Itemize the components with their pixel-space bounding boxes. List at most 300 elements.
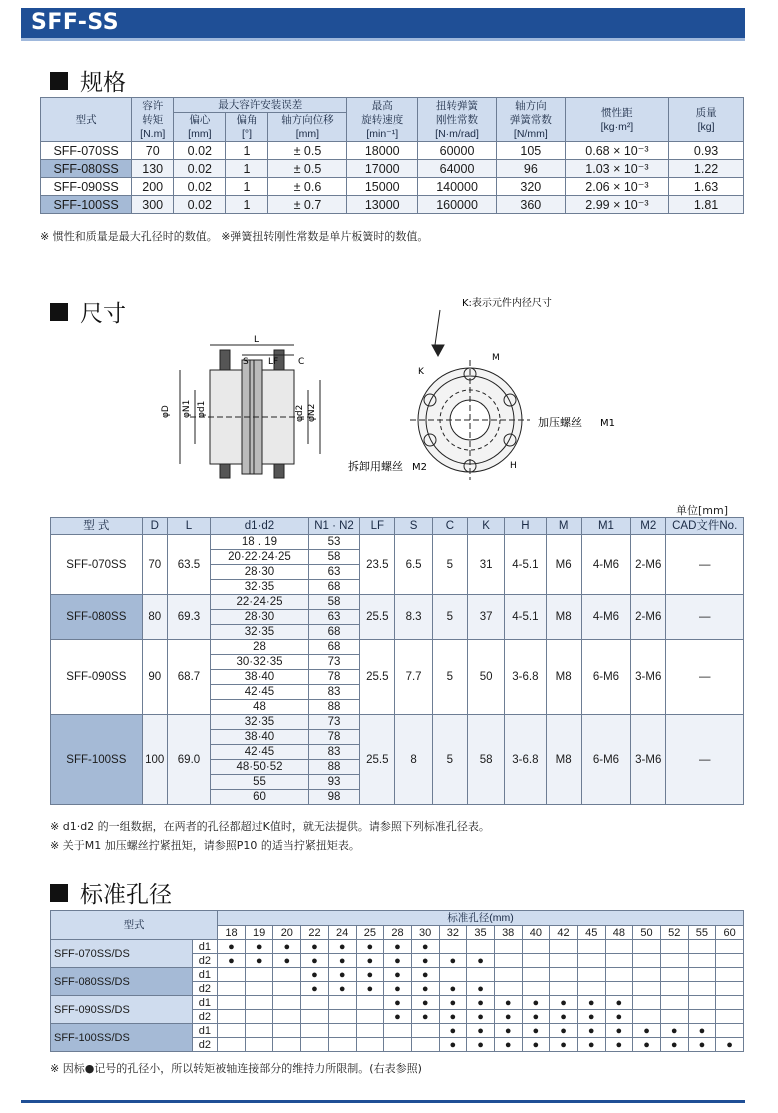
bore-size-cell: 18: [218, 926, 246, 940]
empty-cell: [245, 1010, 273, 1024]
spec-mass-cell: 0.93: [669, 142, 744, 160]
spec-h-axial: 轴方向位移 [mm]: [268, 113, 347, 142]
dim-bore-cell: 32·35: [211, 580, 309, 595]
spec-speed-cell: 17000: [347, 160, 418, 178]
label-M: M: [492, 353, 500, 363]
dim-n-cell: 88: [308, 700, 359, 715]
empty-cell: [633, 940, 661, 954]
bore-size-cell: 24: [328, 926, 356, 940]
empty-cell: [633, 982, 661, 996]
spec-ecc-cell: 0.02: [174, 160, 226, 178]
empty-cell: [384, 1024, 412, 1038]
empty-cell: [245, 968, 273, 982]
dot-icon: ●: [356, 940, 384, 954]
dim-model-cell: SFF-100SS: [51, 715, 143, 805]
dot-icon: ●: [384, 996, 412, 1010]
dim-m2-cell: 3-M6: [631, 715, 666, 805]
dim-header-cell: H: [505, 518, 546, 535]
front-view: [410, 310, 530, 480]
dim-model-cell: SFF-080SS: [51, 595, 143, 640]
dim-header-cell: L: [167, 518, 210, 535]
dim-m1-cell: 4-M6: [581, 595, 630, 640]
spec-mass-cell: 1.22: [669, 160, 744, 178]
spec-inertia-cell: 0.68 × 10⁻³: [565, 142, 669, 160]
dim-header-cell: 型 式: [51, 518, 143, 535]
unit-label: 单位[mm]: [676, 504, 729, 517]
empty-cell: [633, 968, 661, 982]
dim-h-cell: 4-5.1: [505, 595, 546, 640]
empty-cell: [273, 968, 301, 982]
spec-h-model: 型式: [41, 98, 132, 142]
dim-bore-cell: 20·22·24·25: [211, 550, 309, 565]
empty-cell: [716, 940, 744, 954]
empty-cell: [273, 982, 301, 996]
bore-size-cell: 35: [467, 926, 495, 940]
dim-n-cell: 98: [308, 790, 359, 805]
bore-size-cell: 40: [522, 926, 550, 940]
empty-cell: [716, 982, 744, 996]
spec-astiff-cell: 96: [497, 160, 566, 178]
dim-n-cell: 63: [308, 565, 359, 580]
section-dims-title: 尺寸: [80, 301, 126, 327]
dot-icon: ●: [384, 954, 412, 968]
spec-angle-cell: 1: [226, 160, 268, 178]
bore-d1-label: d1: [192, 1024, 217, 1038]
table-row: [51, 535, 744, 550]
empty-cell: [660, 968, 688, 982]
spec-ecc-cell: 0.02: [174, 142, 226, 160]
dot-icon: ●: [411, 982, 439, 996]
dim-k-cell: 31: [467, 535, 504, 595]
section-dims-heading: [50, 295, 126, 328]
dot-icon: ●: [550, 1010, 578, 1024]
bore-h-title: 标准孔径(mm): [218, 911, 744, 926]
coupling-drawing: [150, 290, 630, 490]
dot-icon: ●: [467, 996, 495, 1010]
dim-L-cell: 68.7: [167, 640, 210, 715]
empty-cell: [245, 982, 273, 996]
dim-n-cell: 88: [308, 760, 359, 775]
empty-cell: [577, 968, 605, 982]
dot-icon: ●: [494, 1038, 522, 1052]
dim-header-cell: CAD文件No.: [666, 518, 744, 535]
dot-icon: ●: [273, 954, 301, 968]
spec-axial-cell: ± 0.6: [268, 178, 347, 196]
dim-m2-cell: 2-M6: [631, 535, 666, 595]
dim-bore-cell: 38·40: [211, 670, 309, 685]
dim-c-cell: 5: [432, 595, 467, 640]
table-row: [41, 196, 744, 214]
dim-header-cell: M: [546, 518, 581, 535]
bore-model-cell: SFF-080SS/DS: [51, 968, 193, 996]
bore-size-cell: 60: [716, 926, 744, 940]
empty-cell: [467, 940, 495, 954]
spec-note: ※ 惯性和质量是最大孔径时的数值。 ※弹簧扭转刚性常数是单片板簧时的数值。: [40, 230, 429, 243]
dim-s-cell: 7.7: [395, 640, 432, 715]
dot-icon: ●: [660, 1024, 688, 1038]
spec-model-cell: SFF-090SS: [41, 178, 132, 196]
dim-k-cell: 50: [467, 640, 504, 715]
dot-icon: ●: [494, 1024, 522, 1038]
dot-icon: ●: [411, 940, 439, 954]
bore-size-cell: 32: [439, 926, 467, 940]
label-S: S: [243, 357, 249, 367]
dot-icon: ●: [328, 982, 356, 996]
spec-h-inertia: 惯性距 [kg·m²]: [565, 98, 669, 142]
dot-icon: ●: [688, 1038, 716, 1052]
section-bore-heading: [50, 876, 172, 909]
bore-d2-label: d2: [192, 1010, 217, 1024]
empty-cell: [494, 968, 522, 982]
empty-cell: [660, 954, 688, 968]
dim-header-cell: LF: [360, 518, 395, 535]
dot-icon: ●: [328, 954, 356, 968]
spec-astiff-cell: 360: [497, 196, 566, 214]
dot-icon: ●: [384, 940, 412, 954]
bore-header-row: [51, 911, 744, 926]
table-row: [51, 968, 744, 982]
dim-m-cell: M8: [546, 715, 581, 805]
dim-header-cell: M1: [581, 518, 630, 535]
dot-icon: ●: [605, 1010, 633, 1024]
dot-icon: ●: [550, 1024, 578, 1038]
table-row: [51, 715, 744, 730]
bore-d1-label: d1: [192, 968, 217, 982]
dim-m1-cell: 6-M6: [581, 715, 630, 805]
empty-cell: [688, 1010, 716, 1024]
square-bullet-icon: [50, 884, 68, 902]
spec-inertia-cell: 1.03 × 10⁻³: [565, 160, 669, 178]
spec-h-angle: 偏角 [°]: [226, 113, 268, 142]
dim-header-cell: S: [395, 518, 432, 535]
dim-n-cell: 83: [308, 685, 359, 700]
empty-cell: [245, 1024, 273, 1038]
empty-cell: [218, 996, 246, 1010]
dim-bore-cell: 28·30: [211, 610, 309, 625]
label-L: L: [254, 335, 260, 345]
spec-model-cell: SFF-100SS: [41, 196, 132, 214]
empty-cell: [356, 996, 384, 1010]
label-d1: φd1: [197, 400, 207, 418]
empty-cell: [494, 954, 522, 968]
dot-icon: ●: [328, 940, 356, 954]
empty-cell: [494, 982, 522, 996]
dot-icon: ●: [467, 1024, 495, 1038]
dim-L-cell: 63.5: [167, 535, 210, 595]
empty-cell: [550, 954, 578, 968]
bore-model-cell: SFF-070SS/DS: [51, 940, 193, 968]
dot-icon: ●: [218, 954, 246, 968]
dot-icon: ●: [439, 1024, 467, 1038]
section-spec-title: 规格: [80, 70, 126, 96]
bore-d2-label: d2: [192, 982, 217, 996]
dim-m1-cell: 6-M6: [581, 640, 630, 715]
dot-icon: ●: [356, 968, 384, 982]
dot-icon: ●: [245, 954, 273, 968]
remove-screw-label: 拆卸用螺丝: [348, 460, 403, 473]
spec-tstiff-cell: 160000: [418, 196, 497, 214]
empty-cell: [411, 1024, 439, 1038]
empty-cell: [660, 1010, 688, 1024]
empty-cell: [273, 1024, 301, 1038]
dot-icon: ●: [467, 982, 495, 996]
dim-bore-cell: 28: [211, 640, 309, 655]
dot-icon: ●: [384, 982, 412, 996]
empty-cell: [716, 996, 744, 1010]
dim-n-cell: 78: [308, 730, 359, 745]
dim-bore-cell: 32·35: [211, 625, 309, 640]
dim-c-cell: 5: [432, 640, 467, 715]
dim-n-cell: 58: [308, 550, 359, 565]
header-bar: [21, 8, 745, 41]
empty-cell: [356, 1038, 384, 1052]
dot-icon: ●: [245, 940, 273, 954]
spec-table: [40, 97, 744, 214]
bore-model-cell: SFF-100SS/DS: [51, 1024, 193, 1052]
label-d2: φd2: [295, 404, 305, 422]
dot-icon: ●: [577, 1038, 605, 1052]
dot-icon: ●: [439, 1010, 467, 1024]
spec-inertia-cell: 2.99 × 10⁻³: [565, 196, 669, 214]
bore-size-cell: 48: [605, 926, 633, 940]
dot-icon: ●: [688, 1024, 716, 1038]
bore-size-cell: 30: [411, 926, 439, 940]
bore-note: ※ 因标●记号的孔径小，所以转矩被轴连接部分的维持力所限制。(右表参照): [50, 1062, 422, 1075]
dot-icon: ●: [467, 1010, 495, 1024]
label-H: H: [510, 461, 517, 471]
dot-icon: ●: [328, 968, 356, 982]
spec-model-cell: SFF-070SS: [41, 142, 132, 160]
empty-cell: [328, 1010, 356, 1024]
dim-bore-cell: 28·30: [211, 565, 309, 580]
empty-cell: [328, 1038, 356, 1052]
dot-icon: ●: [716, 1038, 744, 1052]
dot-icon: ●: [411, 1010, 439, 1024]
empty-cell: [328, 1024, 356, 1038]
dim-n-cell: 93: [308, 775, 359, 790]
spec-h-astiff: 轴方向 弹簧常数 [N/mm]: [497, 98, 566, 142]
spec-h-ecc: 偏心 [mm]: [174, 113, 226, 142]
dim-model-cell: SFF-070SS: [51, 535, 143, 595]
empty-cell: [605, 954, 633, 968]
dot-icon: ●: [522, 996, 550, 1010]
dim-bore-cell: 18 . 19: [211, 535, 309, 550]
empty-cell: [218, 1010, 246, 1024]
bore-d1-label: d1: [192, 940, 217, 954]
empty-cell: [522, 982, 550, 996]
dim-h-cell: 3-6.8: [505, 715, 546, 805]
dot-icon: ●: [301, 940, 329, 954]
dim-m-cell: M8: [546, 595, 581, 640]
empty-cell: [467, 968, 495, 982]
spec-angle-cell: 1: [226, 178, 268, 196]
page-title: SFF-SS: [31, 10, 120, 35]
dim-note-2: ※ 关于M1 加压螺丝拧紧扭矩，请参照P10 的适当拧紧扭矩表。: [50, 839, 360, 852]
m1-label: M1: [600, 418, 615, 429]
empty-cell: [716, 968, 744, 982]
spec-h-torque: 容许 转矩 [N.m]: [132, 98, 174, 142]
dim-c-cell: 5: [432, 715, 467, 805]
dim-n-cell: 68: [308, 625, 359, 640]
dim-c-cell: 5: [432, 535, 467, 595]
dot-icon: ●: [494, 996, 522, 1010]
empty-cell: [577, 982, 605, 996]
empty-cell: [716, 954, 744, 968]
dim-m-cell: M8: [546, 640, 581, 715]
dim-n-cell: 68: [308, 640, 359, 655]
dot-icon: ●: [301, 968, 329, 982]
spec-tstiff-cell: 60000: [418, 142, 497, 160]
spec-torque-cell: 130: [132, 160, 174, 178]
empty-cell: [439, 968, 467, 982]
label-N1: φN1: [182, 399, 192, 418]
spec-h-mass: 质量 [kg]: [669, 98, 744, 142]
dim-m2-cell: 3-M6: [631, 640, 666, 715]
dim-k-cell: 58: [467, 715, 504, 805]
dim-bore-cell: 22·24·25: [211, 595, 309, 610]
spec-angle-cell: 1: [226, 142, 268, 160]
empty-cell: [688, 954, 716, 968]
dot-icon: ●: [411, 954, 439, 968]
table-row: [51, 996, 744, 1010]
bore-size-cell: 19: [245, 926, 273, 940]
empty-cell: [522, 940, 550, 954]
bore-d1-label: d1: [192, 996, 217, 1010]
m2-label: M2: [412, 462, 427, 473]
dim-lf-cell: 25.5: [360, 595, 395, 640]
empty-cell: [356, 1024, 384, 1038]
dim-n-cell: 73: [308, 655, 359, 670]
empty-cell: [605, 968, 633, 982]
empty-cell: [550, 982, 578, 996]
dim-bore-cell: 30·32·35: [211, 655, 309, 670]
dim-header-cell: N1 · N2: [308, 518, 359, 535]
spec-axial-cell: ± 0.5: [268, 142, 347, 160]
dim-n-cell: 83: [308, 745, 359, 760]
dot-icon: ●: [522, 1038, 550, 1052]
dot-icon: ●: [411, 996, 439, 1010]
dot-icon: ●: [439, 996, 467, 1010]
dot-icon: ●: [522, 1010, 550, 1024]
dim-lf-cell: 25.5: [360, 715, 395, 805]
bore-size-cell: 28: [384, 926, 412, 940]
footer-rule: [21, 1100, 745, 1103]
bore-size-cell: 45: [577, 926, 605, 940]
empty-cell: [384, 1038, 412, 1052]
dim-note-1: ※ d1·d2 的一组数据，在两者的孔径都超过K值时，就无法提供。请参照下列标准孔径表。: [50, 820, 490, 833]
dim-s-cell: 8.3: [395, 595, 432, 640]
empty-cell: [411, 1038, 439, 1052]
dot-icon: ●: [411, 968, 439, 982]
dim-n-cell: 53: [308, 535, 359, 550]
dot-icon: ●: [577, 996, 605, 1010]
dot-icon: ●: [633, 1038, 661, 1052]
dot-icon: ●: [439, 1038, 467, 1052]
dim-header-cell: D: [142, 518, 167, 535]
empty-cell: [218, 982, 246, 996]
dim-header-row: [51, 518, 744, 535]
empty-cell: [550, 968, 578, 982]
square-bullet-icon: [50, 303, 68, 321]
empty-cell: [522, 954, 550, 968]
empty-cell: [688, 982, 716, 996]
dim-bore-cell: 42·45: [211, 745, 309, 760]
dot-icon: ●: [273, 940, 301, 954]
dim-n-cell: 73: [308, 715, 359, 730]
empty-cell: [660, 996, 688, 1010]
spec-mass-cell: 1.81: [669, 196, 744, 214]
dim-m-cell: M6: [546, 535, 581, 595]
square-bullet-icon: [50, 72, 68, 90]
dot-icon: ●: [301, 954, 329, 968]
dim-header-cell: d1·d2: [211, 518, 309, 535]
dot-icon: ●: [384, 1010, 412, 1024]
empty-cell: [273, 996, 301, 1010]
bore-size-cell: 25: [356, 926, 384, 940]
empty-cell: [218, 968, 246, 982]
dot-icon: ●: [301, 982, 329, 996]
empty-cell: [218, 1038, 246, 1052]
empty-cell: [328, 996, 356, 1010]
dot-icon: ●: [439, 982, 467, 996]
dot-icon: ●: [356, 982, 384, 996]
table-row: [41, 178, 744, 196]
spec-h-speed: 最高 旋转速度 [min⁻¹]: [347, 98, 418, 142]
table-row: [51, 640, 744, 655]
dot-icon: ●: [660, 1038, 688, 1052]
dot-icon: ●: [633, 1024, 661, 1038]
dot-icon: ●: [550, 1038, 578, 1052]
table-row: [51, 940, 744, 954]
bore-table: [50, 910, 744, 1052]
dim-D-cell: 80: [142, 595, 167, 640]
dot-icon: ●: [467, 954, 495, 968]
bore-size-cell: 55: [688, 926, 716, 940]
dim-L-cell: 69.3: [167, 595, 210, 640]
empty-cell: [218, 1024, 246, 1038]
dim-bore-cell: 60: [211, 790, 309, 805]
bore-size-cell: 42: [550, 926, 578, 940]
empty-cell: [439, 940, 467, 954]
press-screw-label: 加压螺丝: [538, 416, 582, 429]
bore-size-cell: 50: [633, 926, 661, 940]
spec-axial-cell: ± 0.5: [268, 160, 347, 178]
dim-h-cell: 4-5.1: [505, 535, 546, 595]
label-C: C: [298, 357, 305, 367]
spec-inertia-cell: 2.06 × 10⁻³: [565, 178, 669, 196]
dot-icon: ●: [218, 940, 246, 954]
empty-cell: [577, 954, 605, 968]
empty-cell: [245, 996, 273, 1010]
empty-cell: [633, 1010, 661, 1024]
dim-bore-cell: 48: [211, 700, 309, 715]
empty-cell: [577, 940, 605, 954]
dim-cad-cell: —: [666, 535, 744, 595]
spec-astiff-cell: 320: [497, 178, 566, 196]
label-LF: LF: [268, 357, 279, 367]
empty-cell: [716, 1010, 744, 1024]
dim-n-cell: 68: [308, 580, 359, 595]
section-bore-title: 标准孔径: [80, 882, 172, 908]
dot-icon: ●: [577, 1024, 605, 1038]
dot-icon: ●: [439, 954, 467, 968]
bore-h-model: 型式: [51, 911, 218, 940]
dim-header-cell: M2: [631, 518, 666, 535]
empty-cell: [605, 982, 633, 996]
dim-m1-cell: 4-M6: [581, 535, 630, 595]
table-row: [41, 142, 744, 160]
spec-tstiff-cell: 64000: [418, 160, 497, 178]
